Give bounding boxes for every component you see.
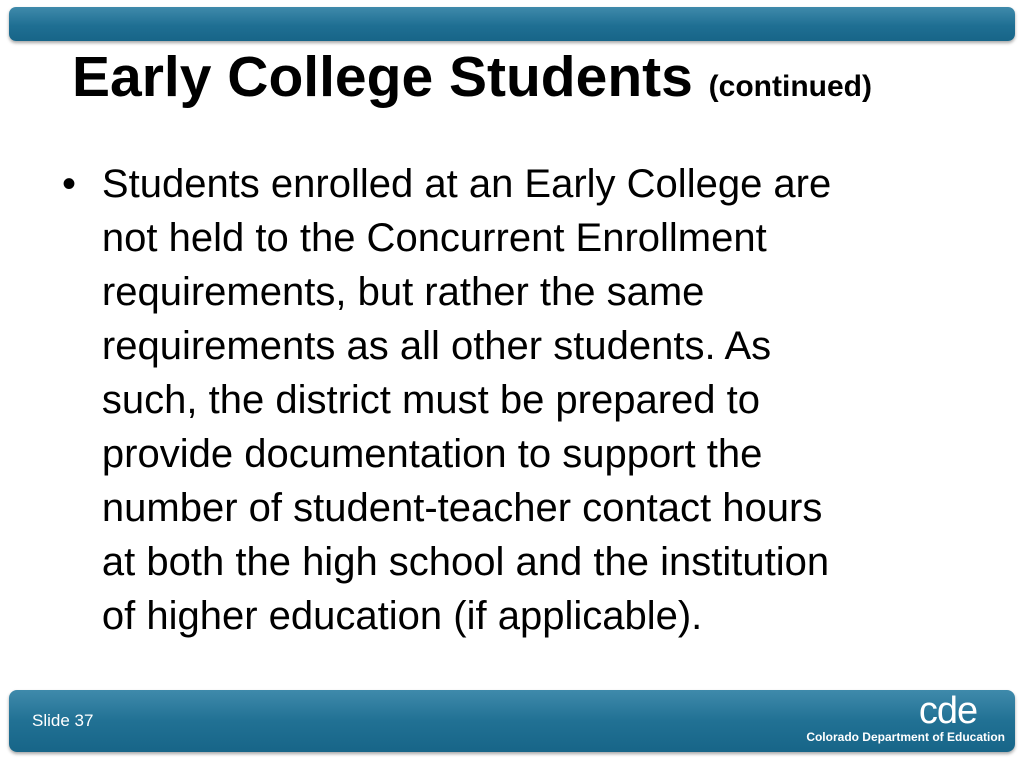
top-header-bar: [9, 7, 1015, 41]
slide-title-sub: (continued): [708, 70, 872, 103]
slide-number: Slide 37: [32, 711, 94, 730]
cde-logo-mark-icon: [903, 694, 993, 728]
bullet-line: Students enrolled at an Early College are: [101, 162, 832, 206]
cde-logo: [785, 694, 1005, 748]
bullet-line: such, the district must be prepared to: [101, 378, 761, 422]
slide-title: [72, 40, 872, 124]
bullet-line: number of student-teacher contact hours: [101, 486, 823, 530]
cde-logo-caption: Colorado Department of Education: [806, 730, 1005, 744]
bullet-item: [60, 157, 960, 643]
slide-title-main: Early College Students: [72, 45, 693, 109]
bullet-line: at both the high school and the institution: [101, 540, 830, 584]
bullet-line: not held to the Concurrent Enrollment: [101, 216, 767, 260]
bullet-marker-icon: •: [62, 162, 77, 206]
slide-content: [60, 157, 960, 643]
bullet-line: provide documentation to support the: [101, 432, 763, 476]
bullet-text: [102, 157, 960, 643]
bullet-line: requirements, but rather the same: [101, 270, 705, 314]
bullet-line: of higher education (if applicable).: [101, 594, 703, 638]
cde-logo-text: cde: [918, 694, 978, 728]
bullet-line: requirements as all other students. As: [101, 324, 772, 368]
footer-bar: [9, 690, 1015, 752]
